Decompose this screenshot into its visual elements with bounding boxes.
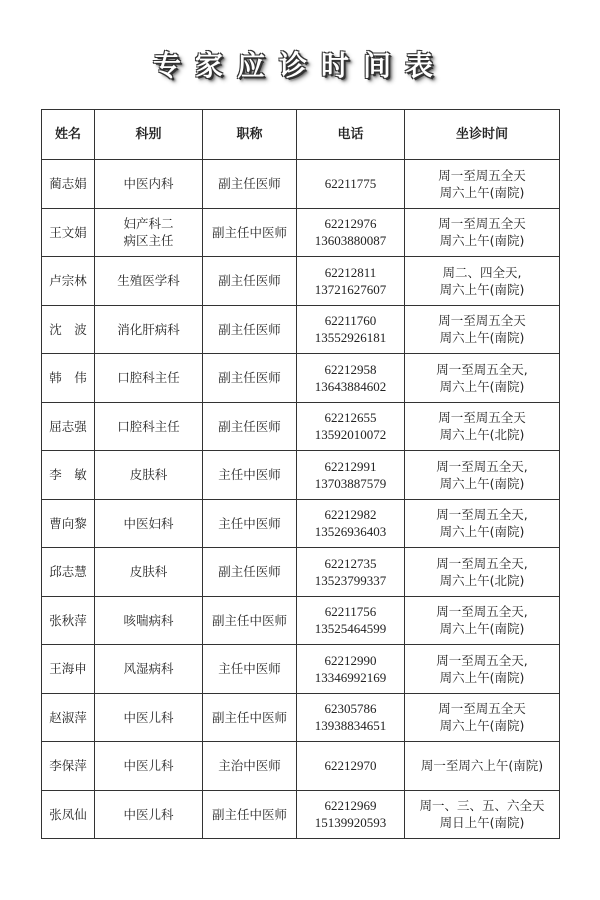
cell-name: 张凤仙 (42, 790, 95, 839)
table-row (42, 790, 560, 839)
cell-dept-line: 口腔科主任 (117, 370, 180, 386)
cell-schedule (405, 645, 560, 694)
cell-dept (95, 257, 203, 306)
cell-phone-line: 62212976 (324, 216, 377, 232)
cell-name: 屈志强 (42, 402, 95, 451)
cell-title: 副主任中医师 (203, 596, 297, 645)
cell-dept-line: 中医内科 (123, 176, 174, 192)
cell-name: 卢宗林 (42, 257, 95, 306)
table-row (42, 208, 560, 257)
cell-schedule-line: 周一至周六上午(南院) (420, 758, 544, 774)
cell-phone-line: 13592010072 (314, 427, 387, 443)
cell-dept-line: 病区主任 (123, 233, 174, 249)
cell-phone (297, 257, 405, 306)
cell-phone (297, 790, 405, 839)
cell-schedule (405, 499, 560, 548)
cell-dept-line: 口腔科主任 (117, 418, 180, 434)
cell-dept-line: 生殖医学科 (117, 273, 180, 289)
cell-title: 主任中医师 (203, 499, 297, 548)
cell-name: 邱志慧 (42, 548, 95, 597)
cell-schedule-line: 周六上午(北院) (439, 427, 525, 443)
cell-dept-line: 风湿病科 (123, 661, 174, 677)
cell-schedule (405, 208, 560, 257)
cell-phone-line: 13643884602 (314, 378, 387, 394)
cell-phone (297, 548, 405, 597)
cell-title: 副主任中医师 (203, 790, 297, 839)
cell-schedule-line: 周一至周五全天 (438, 167, 526, 183)
cell-phone-line: 13346992169 (314, 669, 387, 685)
cell-phone (297, 305, 405, 354)
cell-schedule-line: 周一至周五全天 (438, 216, 526, 232)
cell-phone-line: 62212655 (324, 410, 377, 426)
cell-phone-line: 62212990 (324, 652, 377, 668)
cell-dept-line: 妇产科二 (123, 216, 174, 232)
page-title: 专家应诊时间表 (152, 49, 447, 82)
cell-phone-line: 62212735 (324, 555, 377, 571)
table-row (42, 160, 560, 209)
cell-schedule (405, 548, 560, 597)
cell-schedule-line: 周一至周五全天 (438, 701, 526, 717)
cell-phone (297, 596, 405, 645)
cell-phone (297, 693, 405, 742)
cell-title: 副主任医师 (203, 548, 297, 597)
cell-phone-line: 13525464599 (314, 621, 387, 637)
cell-name: 沈 波 (42, 305, 95, 354)
cell-schedule-line: 周六上午(南院) (439, 718, 525, 734)
header-row (42, 110, 560, 160)
cell-schedule-line: 周二、四全天, (442, 264, 522, 280)
cell-title: 副主任医师 (203, 354, 297, 403)
cell-phone-line: 13721627607 (314, 281, 387, 297)
cell-name: 张秋萍 (42, 596, 95, 645)
cell-dept (95, 693, 203, 742)
cell-schedule-line: 周六上午(南院) (439, 524, 525, 540)
cell-phone (297, 402, 405, 451)
cell-dept-line: 中医儿科 (123, 709, 174, 725)
cell-schedule-line: 周六上午(南院) (439, 330, 525, 346)
header-schedule: 坐诊时间 (405, 110, 560, 160)
cell-name: 曹向黎 (42, 499, 95, 548)
header-phone: 电话 (297, 110, 405, 160)
cell-schedule-line: 周一至周五全天 (438, 313, 526, 329)
cell-dept (95, 742, 203, 791)
cell-schedule-line: 周日上午(南院) (439, 815, 525, 831)
table-row (42, 742, 560, 791)
cell-phone-line: 62305786 (324, 701, 377, 717)
cell-dept (95, 402, 203, 451)
cell-phone-line: 13552926181 (314, 330, 387, 346)
cell-schedule-line: 周一、三、五、六全天 (419, 798, 545, 814)
cell-phone-line: 62212970 (324, 758, 377, 774)
cell-dept (95, 354, 203, 403)
cell-name: 王海申 (42, 645, 95, 694)
table-row (42, 257, 560, 306)
table-row (42, 354, 560, 403)
cell-schedule-line: 周六上午(南院) (439, 281, 525, 297)
cell-schedule-line: 周一至周五全天, (436, 652, 528, 668)
table-row (42, 548, 560, 597)
cell-phone-line: 13523799337 (314, 572, 387, 588)
cell-title: 副主任中医师 (203, 693, 297, 742)
cell-schedule-line: 周六上午(南院) (439, 184, 525, 200)
cell-phone (297, 160, 405, 209)
cell-dept (95, 499, 203, 548)
schedule-table (41, 109, 560, 839)
cell-phone-line: 62211756 (324, 604, 377, 620)
table-row (42, 596, 560, 645)
cell-name: 蔺志娟 (42, 160, 95, 209)
table-row (42, 305, 560, 354)
cell-dept-line: 咳喘病科 (123, 612, 174, 628)
cell-title: 副主任医师 (203, 257, 297, 306)
table-row (42, 451, 560, 500)
cell-dept (95, 208, 203, 257)
cell-phone (297, 208, 405, 257)
cell-phone (297, 645, 405, 694)
cell-dept (95, 596, 203, 645)
cell-dept (95, 548, 203, 597)
cell-schedule (405, 451, 560, 500)
cell-phone (297, 499, 405, 548)
cell-phone-line: 13938834651 (314, 718, 387, 734)
cell-dept-line: 皮肤科 (129, 467, 168, 483)
cell-phone-line: 62212982 (324, 507, 377, 523)
header-name: 姓名 (42, 110, 95, 160)
cell-dept-line: 中医妇科 (123, 515, 174, 531)
cell-title: 副主任医师 (203, 160, 297, 209)
cell-phone-line: 13603880087 (314, 233, 387, 249)
table-row (42, 499, 560, 548)
cell-schedule-line: 周六上午(南院) (439, 621, 525, 637)
table-row (42, 693, 560, 742)
cell-dept-line: 中医儿科 (123, 806, 174, 822)
cell-schedule-line: 周六上午(南院) (439, 378, 525, 394)
cell-schedule (405, 354, 560, 403)
header-title: 职称 (203, 110, 297, 160)
cell-phone-line: 62211760 (324, 313, 377, 329)
cell-dept (95, 160, 203, 209)
cell-title: 副主任医师 (203, 305, 297, 354)
table-row (42, 402, 560, 451)
cell-phone-line: 13703887579 (314, 475, 387, 491)
cell-name: 李 敏 (42, 451, 95, 500)
cell-phone-line: 62212969 (324, 798, 377, 814)
cell-phone-line: 62211775 (324, 176, 377, 192)
cell-name: 赵淑萍 (42, 693, 95, 742)
cell-title: 主治中医师 (203, 742, 297, 791)
cell-phone (297, 451, 405, 500)
cell-phone-line: 62212958 (324, 361, 377, 377)
cell-schedule-line: 周一至周五全天, (436, 458, 528, 474)
cell-name: 韩 伟 (42, 354, 95, 403)
cell-schedule-line: 周六上午(北院) (439, 572, 525, 588)
cell-phone-line: 62212811 (324, 264, 377, 280)
cell-phone (297, 354, 405, 403)
cell-dept-line: 消化肝病科 (117, 321, 180, 337)
cell-schedule-line: 周一至周五全天 (438, 410, 526, 426)
cell-phone-line: 15139920593 (314, 815, 387, 831)
cell-dept (95, 451, 203, 500)
cell-dept-line: 皮肤科 (129, 564, 168, 580)
cell-phone-line: 13526936403 (314, 524, 387, 540)
cell-phone-line: 62212991 (324, 458, 377, 474)
table-row (42, 645, 560, 694)
cell-dept (95, 790, 203, 839)
cell-schedule (405, 596, 560, 645)
cell-title: 副主任医师 (203, 402, 297, 451)
cell-name: 李保萍 (42, 742, 95, 791)
cell-schedule-line: 周一至周五全天, (436, 507, 528, 523)
cell-dept (95, 645, 203, 694)
cell-schedule-line: 周一至周五全天, (436, 361, 528, 377)
cell-schedule-line: 周六上午(南院) (439, 669, 525, 685)
cell-schedule (405, 693, 560, 742)
cell-title: 主任中医师 (203, 451, 297, 500)
cell-schedule (405, 402, 560, 451)
header-dept: 科别 (95, 110, 203, 160)
cell-schedule (405, 257, 560, 306)
cell-schedule-line: 周六上午(南院) (439, 233, 525, 249)
cell-phone (297, 742, 405, 791)
cell-schedule (405, 305, 560, 354)
cell-schedule-line: 周一至周五全天, (436, 555, 528, 571)
cell-title: 副主任中医师 (203, 208, 297, 257)
cell-schedule (405, 790, 560, 839)
cell-dept (95, 305, 203, 354)
cell-schedule (405, 160, 560, 209)
cell-schedule-line: 周六上午(南院) (439, 475, 525, 491)
cell-dept-line: 中医儿科 (123, 758, 174, 774)
cell-schedule (405, 742, 560, 791)
cell-name: 王文娟 (42, 208, 95, 257)
cell-title: 主任中医师 (203, 645, 297, 694)
cell-schedule-line: 周一至周五全天, (436, 604, 528, 620)
